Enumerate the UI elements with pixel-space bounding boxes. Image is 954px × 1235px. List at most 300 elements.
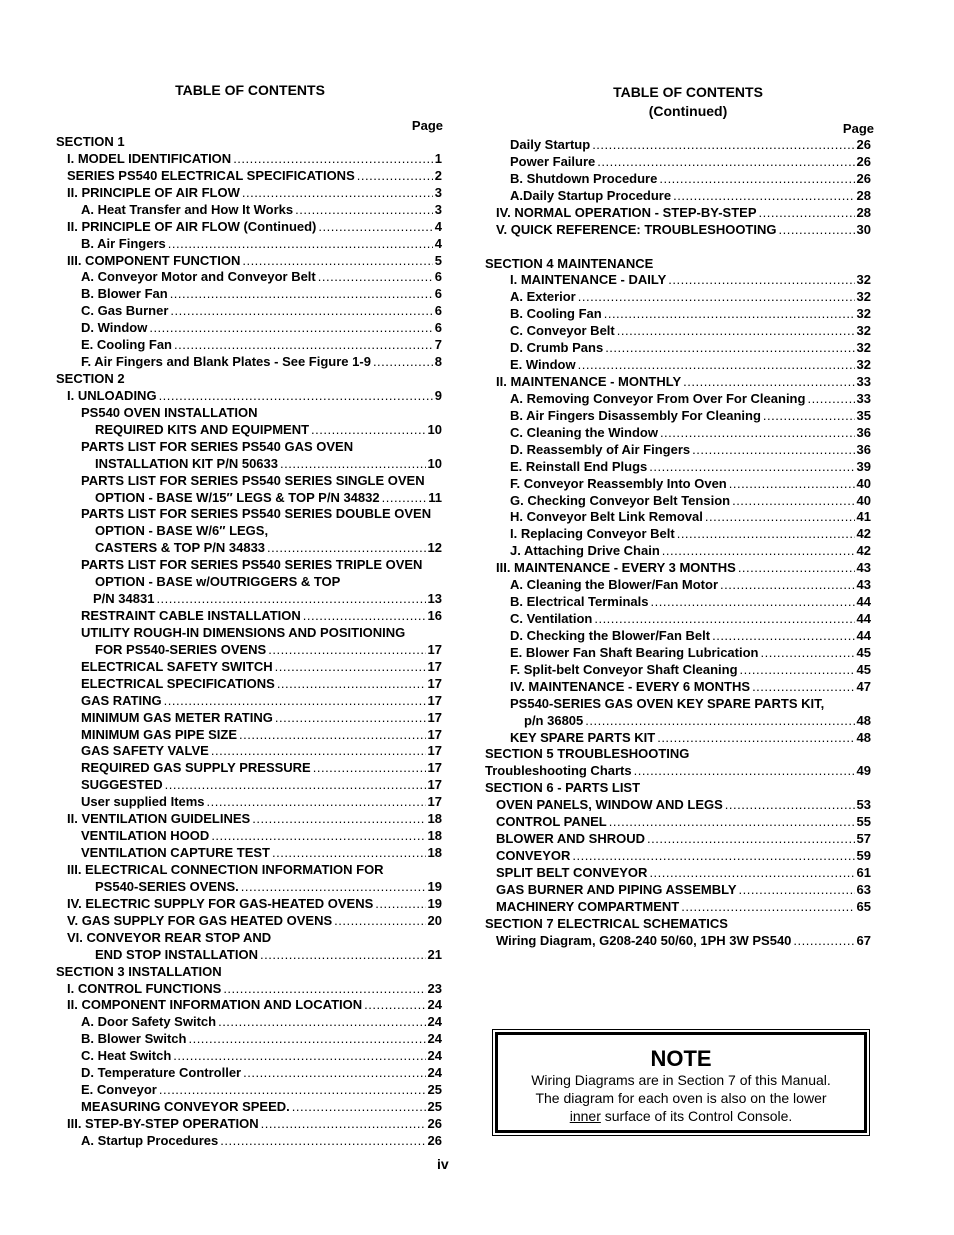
toc-entry-page: 9 bbox=[434, 387, 442, 403]
toc-entry-page: 23 bbox=[427, 980, 442, 996]
toc-entry-title: II. PRINCIPLE OF AIR FLOW (Continued) bbox=[67, 218, 317, 234]
toc-entry-page: 35 bbox=[856, 407, 871, 423]
dot-leader bbox=[649, 864, 854, 881]
toc-entry bbox=[485, 813, 871, 830]
toc-entry bbox=[485, 424, 871, 441]
dot-leader bbox=[268, 641, 425, 658]
toc-entry-title: PARTS LIST FOR SERIES PS540 GAS OVEN bbox=[81, 438, 354, 454]
toc-entry-page: 53 bbox=[856, 797, 871, 813]
toc-entry bbox=[56, 522, 442, 539]
toc-entry bbox=[56, 759, 442, 776]
toc-entry bbox=[56, 421, 442, 438]
toc-entry-title: UTILITY ROUGH-IN DIMENSIONS AND POSITIONING bbox=[81, 624, 406, 640]
toc-entry-page: 47 bbox=[856, 678, 871, 694]
toc-entry bbox=[56, 692, 442, 709]
dot-leader bbox=[597, 153, 854, 170]
toc-entry-title: D. Crumb Pans bbox=[510, 340, 604, 356]
toc-entry bbox=[56, 895, 442, 912]
toc-entry bbox=[485, 170, 871, 187]
dot-leader bbox=[165, 776, 426, 793]
dot-leader bbox=[681, 898, 854, 915]
toc-entry-title: SECTION 2 bbox=[56, 371, 125, 387]
toc-entry bbox=[485, 661, 871, 678]
toc-entry-title: MINIMUM GAS METER RATING bbox=[81, 709, 273, 725]
toc-entry bbox=[485, 356, 871, 373]
toc-entry-title: D. Window bbox=[81, 320, 148, 336]
toc-entry-title: SERIES PS540 ELECTRICAL SPECIFICATIONS bbox=[67, 167, 355, 183]
toc-entry-page: 10 bbox=[427, 455, 442, 471]
dot-leader bbox=[311, 421, 426, 438]
toc-entry bbox=[485, 492, 871, 509]
toc-entry bbox=[485, 627, 871, 644]
dot-leader bbox=[585, 712, 854, 729]
toc-entry bbox=[56, 235, 442, 252]
toc-entry-title: A. Removing Conveyor From Over For Cleaning bbox=[510, 390, 806, 406]
toc-entry-title: III. MAINTENANCE - EVERY 3 MONTHS bbox=[496, 560, 736, 576]
toc-entry-title: F. Air Fingers and Blank Plates - See Figure 1-9 bbox=[81, 354, 371, 370]
toc-entry bbox=[485, 745, 871, 762]
dot-leader bbox=[233, 150, 433, 167]
toc-entry-title: P/N 34831 bbox=[93, 591, 155, 607]
toc-entry-title: III. COMPONENT FUNCTION bbox=[67, 252, 241, 268]
toc-entry-page: 2 bbox=[434, 167, 442, 183]
toc-entry-page: 48 bbox=[856, 729, 871, 745]
toc-entry-title: CONVEYOR bbox=[496, 848, 571, 864]
toc-entry-title: OPTION - BASE W/6″ LEGS, bbox=[95, 523, 269, 539]
dot-leader bbox=[729, 475, 855, 492]
toc-entry-title: IV. ELECTRIC SUPPLY FOR GAS-HEATED OVENS bbox=[67, 895, 374, 911]
toc-entry bbox=[485, 593, 871, 610]
toc-entry-title: ELECTRICAL SPECIFICATIONS bbox=[81, 675, 275, 691]
toc-entry-title: E. Window bbox=[510, 357, 576, 373]
toc-entry-title: V. GAS SUPPLY FOR GAS HEATED OVENS bbox=[67, 912, 333, 928]
toc-entry-page: 32 bbox=[856, 323, 871, 339]
toc-entry bbox=[56, 1081, 442, 1098]
dot-leader bbox=[649, 458, 854, 475]
dot-leader bbox=[720, 576, 855, 593]
toc-entry-page: 40 bbox=[856, 492, 871, 508]
toc-entry-page: 44 bbox=[856, 627, 871, 643]
toc-entry-page: 16 bbox=[427, 608, 442, 624]
toc-entry bbox=[56, 404, 442, 421]
toc-entry-title: A. Exterior bbox=[510, 289, 576, 305]
toc-entry-page: 39 bbox=[856, 458, 871, 474]
dot-leader bbox=[218, 1013, 425, 1030]
dot-leader bbox=[280, 455, 426, 472]
toc-entry bbox=[56, 556, 442, 573]
toc-entry-title: VI. CONVEYOR REAR STOP AND bbox=[67, 929, 272, 945]
dot-leader bbox=[609, 813, 855, 830]
dot-leader bbox=[604, 305, 855, 322]
toc-entry-title: IV. MAINTENANCE - EVERY 6 MONTHS bbox=[510, 678, 751, 694]
toc-entry bbox=[485, 441, 871, 458]
toc-entry-title: Power Failure bbox=[510, 153, 596, 169]
toc-entry bbox=[56, 489, 442, 506]
toc-entry-page: 19 bbox=[427, 878, 442, 894]
toc-entry-title: MEASURING CONVEYOR SPEED. bbox=[81, 1099, 290, 1114]
toc-entry-page: 4 bbox=[434, 235, 442, 251]
dot-leader bbox=[156, 590, 425, 607]
toc-entry-title: E. Blower Fan Shaft Bearing Lubrication bbox=[510, 644, 759, 660]
toc-entry-title: OPTION - BASE W/15″ LEGS & TOP P/N 34832 bbox=[95, 489, 380, 505]
toc-entry bbox=[56, 1030, 442, 1047]
toc-entry bbox=[485, 525, 871, 542]
toc-entry-page: 49 bbox=[856, 763, 871, 779]
dot-leader bbox=[673, 187, 854, 204]
toc-entry-title: I. UNLOADING bbox=[67, 387, 157, 403]
toc-entry-title: V. QUICK REFERENCE: TROUBLESHOOTING bbox=[496, 221, 777, 237]
toc-entry bbox=[56, 980, 442, 997]
toc-entry-title: I. CONTROL FUNCTIONS bbox=[67, 980, 222, 996]
dot-leader bbox=[662, 542, 855, 559]
toc-entry-title: PARTS LIST FOR SERIES PS540 SERIES DOUBLE OVEN bbox=[81, 506, 432, 522]
note-underlined-word: inner bbox=[569, 1108, 601, 1124]
dot-leader bbox=[241, 878, 426, 895]
toc-entry bbox=[56, 996, 442, 1013]
toc-entry-title: A. Heat Transfer and How It Works bbox=[81, 201, 294, 217]
toc-entry-page: 65 bbox=[856, 898, 871, 914]
dot-leader bbox=[592, 136, 854, 153]
toc-entry-title: A. Door Safety Switch bbox=[81, 1014, 217, 1030]
toc-entry-page: 24 bbox=[427, 1065, 442, 1081]
toc-entry bbox=[485, 271, 871, 288]
toc-entry-page: 17 bbox=[427, 777, 442, 793]
toc-entry-page: 45 bbox=[856, 644, 871, 660]
toc-entry bbox=[56, 438, 442, 455]
toc-entry-title: OVEN PANELS, WINDOW AND LEGS bbox=[496, 797, 723, 813]
toc-entry-page: 61 bbox=[856, 864, 871, 880]
toc-entry-page: 18 bbox=[427, 811, 442, 827]
dot-leader bbox=[605, 339, 854, 356]
dot-leader bbox=[578, 356, 855, 373]
dot-leader bbox=[725, 796, 855, 813]
dot-leader bbox=[712, 627, 854, 644]
left-page-header: Page bbox=[411, 118, 443, 133]
toc-entry bbox=[485, 255, 871, 272]
dot-leader bbox=[168, 235, 433, 252]
toc-entry bbox=[56, 285, 442, 302]
toc-entry-title: B. Cooling Fan bbox=[510, 306, 602, 322]
toc-entry-title: RESTRAINT CABLE INSTALLATION bbox=[81, 608, 301, 624]
dot-leader bbox=[242, 184, 433, 201]
toc-entry-page: 6 bbox=[434, 320, 442, 336]
toc-entry-page: 17 bbox=[427, 794, 442, 810]
toc-entry-title: A. Conveyor Motor and Conveyor Belt bbox=[81, 269, 316, 285]
dot-leader bbox=[657, 729, 854, 746]
toc-entry-page: 6 bbox=[434, 303, 442, 319]
toc-entry-title: FOR PS540-SERIES OVENS bbox=[95, 641, 267, 657]
toc-entry-title: C. Cleaning the Window bbox=[510, 424, 658, 440]
toc-entry-title: D. Checking the Blower/Fan Belt bbox=[510, 627, 711, 643]
dot-leader bbox=[239, 726, 426, 743]
dot-leader bbox=[275, 658, 426, 675]
toc-entry-title: REQUIRED KITS AND EQUIPMENT bbox=[95, 421, 310, 437]
toc-entry bbox=[56, 455, 442, 472]
toc-entry-title: VENTILATION CAPTURE TEST bbox=[81, 845, 270, 861]
toc-entry bbox=[56, 963, 442, 980]
toc-entry-page: 59 bbox=[856, 848, 871, 864]
toc-entry-page: 17 bbox=[427, 726, 442, 742]
toc-entry bbox=[56, 573, 442, 590]
toc-entry bbox=[485, 712, 871, 729]
dot-leader bbox=[159, 387, 433, 404]
toc-entry-title: B. Air Fingers bbox=[81, 235, 166, 251]
toc-entry bbox=[56, 1013, 442, 1030]
toc-entry-page: 17 bbox=[427, 743, 442, 759]
toc-entry bbox=[485, 847, 871, 864]
toc-entry-page: 25 bbox=[427, 1082, 442, 1098]
toc-entry bbox=[56, 607, 442, 624]
dot-leader bbox=[211, 827, 425, 844]
toc-entry bbox=[56, 793, 442, 810]
toc-entry bbox=[485, 762, 871, 779]
toc-entry-page: 30 bbox=[856, 221, 871, 237]
toc-entry bbox=[485, 898, 871, 915]
toc-entry bbox=[56, 709, 442, 726]
toc-entry bbox=[56, 353, 442, 370]
toc-entry-page: 21 bbox=[427, 946, 442, 962]
toc-entry-page: 17 bbox=[427, 658, 442, 674]
toc-entry-title: D. Reassembly of Air Fingers bbox=[510, 441, 691, 457]
toc-entry-title: B. Blower Switch bbox=[81, 1031, 187, 1047]
toc-entry-title: END STOP INSTALLATION bbox=[95, 946, 258, 962]
toc-entry-title: BLOWER AND SHROUD bbox=[496, 831, 646, 847]
toc-entry bbox=[485, 729, 871, 746]
toc-entry-title: F. Split-belt Conveyor Shaft Cleaning bbox=[510, 661, 738, 677]
toc-entry-page: 20 bbox=[427, 912, 442, 928]
toc-entry-page: 36 bbox=[856, 441, 871, 457]
toc-entry-page: 32 bbox=[856, 289, 871, 305]
toc-entry-page: 25 bbox=[427, 1099, 442, 1114]
toc-entry bbox=[56, 726, 442, 743]
toc-entry bbox=[56, 539, 442, 556]
toc-entry-page: 24 bbox=[427, 1048, 442, 1064]
dot-leader bbox=[220, 1132, 425, 1149]
toc-entry bbox=[485, 542, 871, 559]
dot-leader bbox=[275, 709, 426, 726]
toc-entry bbox=[56, 810, 442, 827]
toc-entry-page: 12 bbox=[427, 540, 442, 556]
toc-entry-page: 26 bbox=[856, 137, 871, 152]
dot-leader bbox=[149, 319, 432, 336]
toc-entry-page: 26 bbox=[427, 1132, 442, 1148]
toc-entry-title: Troubleshooting Charts bbox=[485, 763, 632, 779]
dot-leader bbox=[740, 661, 855, 678]
toc-entry bbox=[485, 339, 871, 356]
toc-entry-page: 42 bbox=[856, 526, 871, 542]
dot-leader bbox=[303, 607, 426, 624]
toc-entry bbox=[56, 218, 442, 235]
toc-entry bbox=[56, 1064, 442, 1081]
dot-leader bbox=[647, 830, 855, 847]
toc-entry-page: 8 bbox=[434, 354, 442, 370]
dot-leader bbox=[617, 322, 855, 339]
dot-leader bbox=[173, 1047, 425, 1064]
dot-leader bbox=[261, 1115, 426, 1132]
toc-entry bbox=[485, 881, 871, 898]
dot-leader bbox=[683, 373, 854, 390]
toc-entry-page: 6 bbox=[434, 269, 442, 285]
toc-entry bbox=[485, 576, 871, 593]
toc-entry bbox=[56, 184, 442, 201]
toc-entry-page: 32 bbox=[856, 357, 871, 373]
dot-leader bbox=[793, 932, 854, 949]
toc-entry-page: 11 bbox=[428, 489, 442, 505]
toc-entry bbox=[485, 204, 871, 221]
toc-entry-page: 4 bbox=[434, 218, 442, 234]
toc-entry bbox=[56, 912, 442, 929]
toc-entry-page: 13 bbox=[427, 591, 442, 607]
dot-leader bbox=[578, 288, 855, 305]
note-line-2: The diagram for each oven is also on the lower bbox=[535, 1090, 827, 1106]
toc-entry-page: 57 bbox=[856, 831, 871, 847]
toc-entry bbox=[56, 641, 442, 658]
toc-entry-title: SECTION 1 bbox=[56, 134, 125, 149]
toc-entry-title: B. Shutdown Procedure bbox=[510, 170, 658, 186]
toc-entry-page: 45 bbox=[856, 661, 871, 677]
dot-leader bbox=[373, 353, 433, 370]
dot-leader bbox=[243, 1064, 425, 1081]
dot-leader bbox=[732, 492, 854, 509]
right-page-header: Page bbox=[842, 121, 874, 136]
toc-entry-page: 44 bbox=[856, 611, 871, 627]
toc-entry bbox=[56, 472, 442, 489]
dot-leader bbox=[292, 1098, 426, 1115]
toc-entry-title: A. Startup Procedures bbox=[81, 1132, 219, 1148]
toc-entry-title: CONTROL PANEL bbox=[496, 814, 607, 830]
left-toc-title: TABLE OF CONTENTS bbox=[175, 82, 325, 98]
toc-entry bbox=[485, 830, 871, 847]
dot-leader bbox=[267, 539, 426, 556]
right-toc-title: TABLE OF CONTENTS bbox=[613, 84, 763, 100]
toc-entry bbox=[56, 675, 442, 692]
toc-entry-page: 24 bbox=[427, 1014, 442, 1030]
toc-entry-title: OPTION - BASE w/OUTRIGGERS & TOP bbox=[95, 574, 341, 590]
toc-entry-title: PS540-SERIES GAS OVEN KEY SPARE PARTS KIT, bbox=[510, 695, 825, 711]
dot-leader bbox=[170, 285, 433, 302]
toc-entry-title: PS540 OVEN INSTALLATION bbox=[81, 404, 258, 420]
toc-entry-title: C. Ventilation bbox=[510, 611, 593, 627]
dot-leader bbox=[659, 170, 854, 187]
toc-entry-page: 67 bbox=[856, 932, 871, 948]
toc-entry-title: PARTS LIST FOR SERIES PS540 SERIES TRIPLE OVEN bbox=[81, 557, 423, 573]
toc-entry bbox=[56, 827, 442, 844]
toc-entry-page: 32 bbox=[856, 272, 871, 288]
toc-entry-page: 3 bbox=[434, 184, 442, 200]
toc-entry-title: D. Temperature Controller bbox=[81, 1065, 242, 1081]
note-line-1: Wiring Diagrams are in Section 7 of this Manual. bbox=[531, 1072, 831, 1088]
dot-leader bbox=[159, 1081, 426, 1098]
toc-entry bbox=[56, 133, 442, 150]
toc-entry-page: 44 bbox=[856, 594, 871, 610]
toc-entry-title: REQUIRED GAS SUPPLY PRESSURE bbox=[81, 760, 311, 776]
toc-entry-title: KEY SPARE PARTS KIT bbox=[510, 729, 656, 745]
toc-entry-title: GAS BURNER AND PIPING ASSEMBLY bbox=[496, 881, 737, 897]
toc-entry bbox=[485, 136, 871, 153]
toc-entry-title: B. Electrical Terminals bbox=[510, 594, 649, 610]
dot-leader bbox=[668, 271, 854, 288]
toc-entry bbox=[485, 796, 871, 813]
dot-leader bbox=[763, 407, 855, 424]
toc-entry-title: VENTILATION HOOD bbox=[81, 828, 210, 844]
toc-entry-page: 18 bbox=[427, 828, 442, 844]
toc-entry-title: MACHINERY COMPARTMENT bbox=[496, 898, 680, 914]
toc-entry-page: 33 bbox=[856, 390, 871, 406]
dot-leader bbox=[692, 441, 854, 458]
dot-leader bbox=[318, 268, 433, 285]
toc-entry-page: 43 bbox=[856, 577, 871, 593]
dot-leader bbox=[739, 881, 855, 898]
toc-entry bbox=[56, 252, 442, 269]
toc-entry bbox=[485, 932, 871, 949]
dot-leader bbox=[738, 559, 855, 576]
toc-entry bbox=[485, 288, 871, 305]
toc-entry-page: 19 bbox=[427, 895, 442, 911]
dot-leader bbox=[211, 742, 426, 759]
toc-entry-title: ELECTRICAL SAFETY SWITCH bbox=[81, 658, 273, 674]
toc-entry bbox=[56, 150, 442, 167]
toc-entry bbox=[56, 1132, 442, 1149]
dot-leader bbox=[364, 996, 425, 1013]
toc-entry-title: B. Air Fingers Disassembly For Cleaning bbox=[510, 407, 761, 423]
toc-entry bbox=[485, 187, 871, 204]
dot-leader bbox=[295, 201, 433, 218]
dot-leader bbox=[277, 675, 426, 692]
toc-entry-title: G. Checking Conveyor Belt Tension bbox=[510, 492, 731, 508]
toc-entry-page: 32 bbox=[856, 340, 871, 356]
toc-entry-page: 17 bbox=[427, 709, 442, 725]
toc-entry-title: SECTION 5 TROUBLESHOOTING bbox=[485, 746, 690, 762]
toc-entry-title: E. Conveyor bbox=[81, 1082, 157, 1098]
dot-leader bbox=[334, 912, 425, 929]
page-number: iv bbox=[437, 1156, 449, 1172]
toc-entry-title: User supplied Items bbox=[81, 794, 205, 810]
dot-leader bbox=[572, 847, 854, 864]
toc-entry-page: 10 bbox=[427, 421, 442, 437]
toc-entry-title: INSTALLATION KIT P/N 50633 bbox=[95, 455, 278, 471]
toc-entry-title: E. Reinstall End Plugs bbox=[510, 458, 648, 474]
toc-entry bbox=[485, 407, 871, 424]
toc-entry-title: SECTION 6 - PARTS LIST bbox=[485, 780, 641, 796]
dot-leader bbox=[760, 644, 854, 661]
left-toc bbox=[56, 133, 442, 1153]
toc-entry-page: 41 bbox=[856, 509, 871, 525]
note-title: NOTE bbox=[650, 1046, 712, 1071]
toc-entry bbox=[485, 153, 871, 170]
toc-entry bbox=[485, 221, 871, 238]
toc-entry-page: 6 bbox=[434, 286, 442, 302]
dot-leader bbox=[759, 204, 855, 221]
toc-entry-title: II. COMPONENT INFORMATION AND LOCATION bbox=[67, 997, 363, 1013]
toc-entry-title: SECTION 4 MAINTENANCE bbox=[485, 255, 654, 271]
toc-entry-title: PS540-SERIES OVENS. bbox=[95, 878, 239, 894]
toc-entry bbox=[56, 1098, 442, 1115]
toc-entry bbox=[485, 644, 871, 661]
toc-entry-title: Daily Startup bbox=[510, 137, 591, 152]
toc-entry-title: SECTION 3 INSTALLATION bbox=[56, 963, 222, 979]
toc-entry-title: GAS RATING bbox=[81, 692, 162, 708]
dot-leader bbox=[651, 593, 855, 610]
toc-entry bbox=[485, 695, 871, 712]
toc-entry-page: 33 bbox=[856, 374, 871, 390]
toc-entry bbox=[56, 929, 442, 946]
toc-entry bbox=[56, 201, 442, 218]
toc-entry bbox=[56, 1047, 442, 1064]
toc-entry-title: J. Attaching Drive Chain bbox=[510, 543, 660, 559]
toc-entry bbox=[485, 915, 871, 932]
toc-entry-title: PARTS LIST FOR SERIES PS540 SERIES SINGLE OVEN bbox=[81, 472, 425, 488]
toc-entry-page: 7 bbox=[434, 337, 442, 353]
